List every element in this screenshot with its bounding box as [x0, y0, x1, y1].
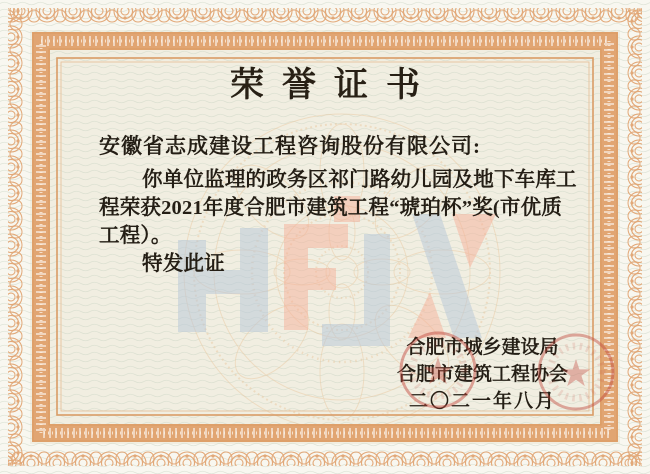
certificate-title: 荣誉证书: [230, 67, 438, 104]
body-line-2: 程荣获2021年度合肥市建筑工程“琥珀杯”奖(市优质: [99, 197, 563, 219]
body-line-1: 你单位监理的政务区祁门路幼儿园及地下车库工: [142, 169, 577, 191]
issuer-line-1: 合肥市城乡建设局: [406, 337, 559, 358]
certificate-body: [99, 166, 577, 278]
body-line-3: 工程）。: [99, 225, 172, 247]
closing-line: 特发此证: [142, 253, 225, 275]
issue-date: 二〇二一年八月: [408, 391, 556, 412]
issuer-block: [375, 334, 590, 415]
recipient-name: 安徽省志成建设工程咨询股份有限公司:: [99, 134, 481, 158]
issuer-line-2: 合肥市建筑工程协会: [396, 364, 568, 385]
